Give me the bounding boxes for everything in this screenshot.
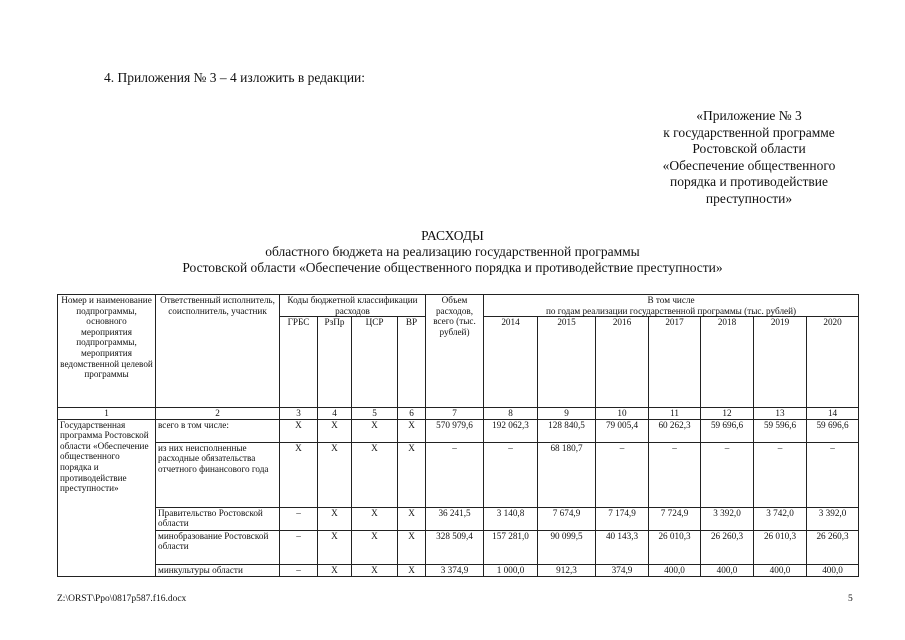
header-year: 2016 (596, 317, 649, 408)
header-codes: Коды бюджетной классификации расходов (280, 295, 426, 317)
year-value-cell: 3 392,0 (807, 507, 859, 530)
code-cell: Х (318, 442, 352, 507)
column-number: 11 (649, 408, 701, 420)
appendix-line: «Приложение № 3 (696, 108, 802, 123)
appendix-line: порядка и противодействие (669, 174, 828, 189)
header-grbs: ГРБС (280, 317, 318, 408)
code-cell: Х (398, 564, 426, 576)
code-cell: Х (318, 530, 352, 564)
code-cell: Х (352, 530, 398, 564)
column-number: 9 (538, 408, 596, 420)
year-value-cell: 7 674,9 (538, 507, 596, 530)
executor-cell: из них неисполненные расходные обязательства отчетного финансового года (156, 442, 280, 507)
expenses-table (57, 294, 859, 577)
year-value-cell: 192 062,3 (484, 419, 538, 442)
code-cell: – (280, 507, 318, 530)
column-number: 13 (754, 408, 807, 420)
year-value-cell: 400,0 (649, 564, 701, 576)
year-value-cell: 912,3 (538, 564, 596, 576)
heading-subtitle: областного бюджета на реализацию государственной программы (265, 244, 640, 259)
year-value-cell: 26 010,3 (649, 530, 701, 564)
year-value-cell: 3 742,0 (754, 507, 807, 530)
heading-title: РАСХОДЫ (421, 228, 484, 243)
amendment-intro: 4. Приложения № 3 – 4 изложить в редакции: (104, 70, 366, 85)
column-number: 3 (280, 408, 318, 420)
header-row (58, 295, 859, 317)
code-cell: Х (398, 442, 426, 507)
header-total: Объем расходов, всего (тыс. рублей) (426, 295, 484, 408)
total-cell: 36 241,5 (426, 507, 484, 530)
heading-subtitle: Ростовской области «Обеспечение общественного порядка и противодействие преступности» (182, 260, 723, 275)
year-value-cell: 40 143,3 (596, 530, 649, 564)
table-row (58, 442, 859, 507)
year-value-cell: 400,0 (754, 564, 807, 576)
header-csr: ЦСР (352, 317, 398, 408)
code-cell: Х (398, 419, 426, 442)
column-number-row (58, 408, 859, 420)
year-value-cell: – (596, 442, 649, 507)
year-value-cell: 68 180,7 (538, 442, 596, 507)
executor-cell: всего в том числе: (156, 419, 280, 442)
column-number: 8 (484, 408, 538, 420)
year-value-cell: 59 696,6 (807, 419, 859, 442)
header-name: Номер и наименование подпрограммы, основного мероприятия подпрограммы, мероприятия ведомственной целевой программы (58, 295, 156, 408)
appendix-line: Ростовской области (692, 141, 806, 156)
file-path: Z:\ORST\Ppo\0817p587.f16.docx (57, 594, 187, 604)
year-value-cell: – (484, 442, 538, 507)
year-value-cell: 400,0 (701, 564, 754, 576)
year-value-cell: 1 000,0 (484, 564, 538, 576)
total-cell: – (426, 442, 484, 507)
code-cell: Х (352, 442, 398, 507)
table-row (58, 419, 859, 442)
code-cell: Х (352, 419, 398, 442)
code-cell: Х (318, 507, 352, 530)
year-value-cell: – (701, 442, 754, 507)
year-value-cell: 7 724,9 (649, 507, 701, 530)
code-cell: Х (318, 564, 352, 576)
header-year: 2014 (484, 317, 538, 408)
year-value-cell: 3 392,0 (701, 507, 754, 530)
year-value-cell: – (807, 442, 859, 507)
year-value-cell: 128 840,5 (538, 419, 596, 442)
column-number: 1 (58, 408, 156, 420)
document-heading (0, 228, 905, 276)
header-vr: ВР (398, 317, 426, 408)
year-value-cell: – (754, 442, 807, 507)
header-year: 2017 (649, 317, 701, 408)
header-including-line: по годам реализации государственной программы (тыс. рублей) (545, 305, 797, 316)
header-including-line: В том числе (647, 295, 695, 305)
code-cell: – (280, 564, 318, 576)
executor-cell: минкультуры области (156, 564, 280, 576)
year-value-cell: 157 281,0 (484, 530, 538, 564)
code-cell: Х (318, 419, 352, 442)
column-number: 14 (807, 408, 859, 420)
code-cell: Х (352, 507, 398, 530)
header-executor: Ответственный исполнитель, соисполнитель, участник (156, 295, 280, 408)
year-value-cell: 26 260,3 (701, 530, 754, 564)
code-cell: Х (280, 442, 318, 507)
total-cell: 570 979,6 (426, 419, 484, 442)
column-number: 5 (352, 408, 398, 420)
header-year: 2018 (701, 317, 754, 408)
column-number: 4 (318, 408, 352, 420)
table-row (58, 564, 859, 576)
column-number: 7 (426, 408, 484, 420)
appendix-line: «Обеспечение общественного (662, 157, 836, 173)
year-value-cell: 59 696,6 (701, 419, 754, 442)
year-value-cell: 26 010,3 (754, 530, 807, 564)
year-value-cell: 7 174,9 (596, 507, 649, 530)
executor-cell: Правительство Ростовской области (156, 507, 280, 530)
column-number: 6 (398, 408, 426, 420)
appendix-line: к государственной программе (663, 124, 835, 140)
header-year: 2015 (538, 317, 596, 408)
code-cell: Х (352, 564, 398, 576)
header-year: 2020 (807, 317, 859, 408)
code-cell: Х (398, 530, 426, 564)
year-value-cell: 400,0 (807, 564, 859, 576)
code-cell: – (280, 530, 318, 564)
column-number: 12 (701, 408, 754, 420)
header-year: 2019 (754, 317, 807, 408)
header-rzpr: РзПр (318, 317, 352, 408)
year-value-cell: 79 005,4 (596, 419, 649, 442)
table-row (58, 530, 859, 564)
year-value-cell: 3 140,8 (484, 507, 538, 530)
code-cell: Х (280, 419, 318, 442)
header-including (484, 295, 859, 317)
table-row (58, 507, 859, 530)
appendix-caption (610, 108, 888, 207)
year-value-cell: 90 099,5 (538, 530, 596, 564)
total-cell: 3 374,9 (426, 564, 484, 576)
column-number: 10 (596, 408, 649, 420)
year-value-cell: 26 260,3 (807, 530, 859, 564)
program-name-cell: Государственная программа Ростовской области «Обеспечение общественного порядка и противодействие преступности» (58, 419, 156, 576)
total-cell: 328 509,4 (426, 530, 484, 564)
year-value-cell: 374,9 (596, 564, 649, 576)
appendix-line: преступности» (705, 190, 793, 206)
year-value-cell: 59 596,6 (754, 419, 807, 442)
executor-cell: минобразование Ростовской области (156, 530, 280, 564)
page-number: 5 (848, 594, 853, 604)
column-number: 2 (156, 408, 280, 420)
year-value-cell: – (649, 442, 701, 507)
year-value-cell: 60 262,3 (649, 419, 701, 442)
code-cell: Х (398, 507, 426, 530)
